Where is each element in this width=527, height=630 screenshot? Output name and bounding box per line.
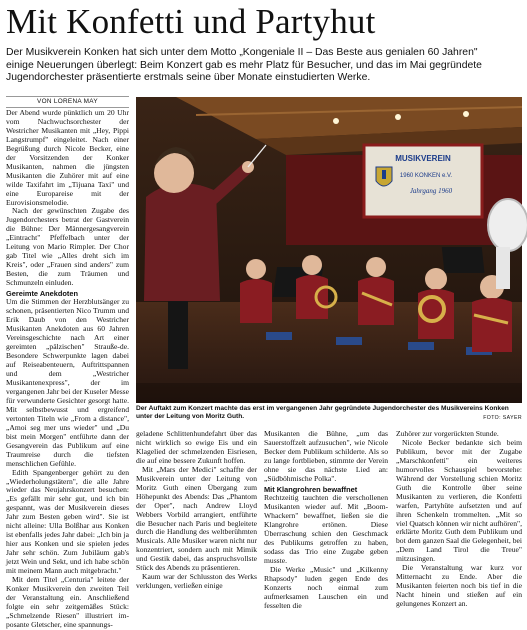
lead-line: einige Neuerungen überlegt: Beim Konzert gab es mehr Platz für Besucher, und das im Mai gegründete [6,59,482,71]
lead-paragraph [6,47,522,85]
crest-icon [376,167,392,186]
lead-line: Jugendorchester präsentierte erstmals seine über Monate einstudierten Werke. [6,72,371,84]
paragraph: Kaum war der Schlusston des Werks verklungen, verließen einige [136,572,257,591]
article-column-2 [136,430,257,595]
paragraph: Mit dem Titel „Centuria" leitete der Konker Musikverein den zweiten Teil der Veranstaltung ein. Anschließend folgte ein sehr zeitgemäßes Stück: „Schmelzende Riesen" illustriert im-posante Gletscher, eine spannungs- [6,575,129,629]
paragraph: Edith Spangenberger gehört zu den „Wiederholungstätern", die alle Jahre wieder das Neujahrskonzert besuchen: „Es gefällt mir sehr gut, und ich bin gespannt, was der Musikverein dieses Jahr zum Besten geben wird". Sie ist nicht alleine: Ulla Bolßhar aus Konken ist ebenfalls jedes Jahr dabei: „Ich bin ja hier aus Konken und sie spielen jedes Jahr sehr schön. Zum Jubiläum gab's jetzt Wein und Sekt, und ich habe schön mit meinem Mann auch mitgebracht." [6,467,129,576]
paragraph: Die Werke „Music" und „Kilkenny Rhapsody" luden gegen Ende des Konzerts noch einmal zum aufmerksamen Lauschen ein und fesselten die [264,564,388,610]
paragraph: Mit „Mars der Medici" schaffte der Musikverein unter der Leitung von Moritz Guth einen Übergang zum Höhepunkt des Abends: Das „Phantom der Oper", nach Andrew Lloyd Webbers Vorbild arrangiert, entführte die Besucher nach Paris und begleitete durch die Handlung des weltberühmten Musicals. Alle Musiker waren nicht nur konzentriert, sondern auch mit Mimik und Gestik dabei, das anspruchsvollste Stück des Abends zu präsentieren. [136,464,257,573]
paragraph: Der Abend wurde pünktlich um 20 Uhr vom Nachwuchsorchester der Westricher Musikanten mit „Hey, Pippi Langstrumpf" eingeleitet. Nach einer Begrüßung durch Nicole Becker, eine der Vorsitzenden der Konker Musikanten, nahmen die jüngsten Musikanten die Zuhörer mit auf eine wilde Taxifahrt im „Tijuana Taxi" und eine Europareise mit der Eurovisionsmelodie. [6,108,129,207]
banner-text: 1960 KONKEN e.V. [399,173,453,179]
article-column-3 [264,429,388,610]
paragraph: Musikanten die Bühne, „um das Sauerstoffzelt aufzusuchen", wie Nicole Becker dem Publikum schilderte. Als so zu lange fortblieben, stimmte der Verein ohne sie das nächste Lied an: „Südböhmische Polka". [264,429,388,483]
headline: Mit Konfetti und Partyhut [6,2,376,41]
paragraph: Die Veranstaltung war kurz vor Mitternacht zu Ende. Aber die Musikanten feierten noch bis tief in die Nacht hinein und stießen auf ein gelungenes Konzert an. [396,563,522,609]
subheading: Gereimte Anekdoten [6,289,79,299]
article-column-4 [396,429,522,609]
byline: VON LORENA MAY [6,96,129,108]
photo-caption [136,405,522,422]
paragraph: Um die Stimmen der Herzblutsänger zu schonen, präsentierten Nico Trumm und Erik Daub von den Westricher Musikanten Anekdoten aus 60 Jahren Vereinsgeschichte nach Art einer gereimten „pälzischen" Strauße-de. Besondere Schwerpunkte lagen dabei auf Reiseabenteuern, Auftrittspannen und dem „Westricher Musikantenexpress", der im vergangenen Jahr bei der Kuseler Messe für verwunderte Gesichter gesorgt hatte. Mit selbstbewusst und ergreifend vertonten Titeln wie „From a distance", „Amoi seg mer uns wieder" und „Du bist mein Morgen" entführte dann der Gesangverein das Publikum auf eine Traumreise durch die tiefsten menschlichen Gefühle. [6,297,129,468]
subheading: Mit Klangrohren bewaffnet [264,484,358,494]
paragraph: Rechtzeitig tauchten die verschollenen Musikanten wieder auf. Mit „Boom-Whackern" bewaffnet, ließen sie die Klangrohre ertönen. Diese Überraschung schien den Geschmack des Publikums getroffen zu haben, sodass das Trio eine Zugabe geben musste. [264,493,388,565]
article-column-1 [6,108,129,629]
paragraph: Nicole Becker bedankte sich beim Publikum, bevor mit der Zugabe „Marschkonfetti" ein weiteres humorvolles Schauspiel bevorstehe: Während der Vorstellung schien Moritz Guth die Kontrolle über seine Musikanten zu verlieren, die Konfetti warfen, Partyhüte aufsetzten und auf ihren Schenkeln trommelten. „Mit so viel Quatsch können wir nicht aufhören", erklärte Moritz Guth dem Publikum und bot dem ganzen Saal die Gelegenheit, bei „Dem Land Tirol die Treue" mitzusingen. [396,437,522,564]
paragraph: Zuhörer zur vorgerückten Stunde. [396,429,499,438]
banner-text: MUSIKVEREIN [395,154,451,163]
paragraph: Nach der gewünschten Zugabe des Jugendorchesters betrat der Gastverein die Bühne: Der Männergesangverein „Eintracht" Pfeffelbach unter der Leitung von Mario Rimpler. Der Chor gab Titel wie „Alles dreht sich im Kreis", oder „Frauen sind anders" zum Besten, die zum Träumen und Schmunzeln einluden. [6,206,129,288]
banner-text: Jahrgang 1960 [409,187,453,195]
photo-credit: FOTO: SAYER [483,415,522,421]
caption-text: Der Auftakt zum Konzert machte das erst im vergangenen Jahr gegründete Jugendorchester des Musikvereins Konken unter der Leitung von Moritz Guth. [136,405,509,420]
concert-photo [136,97,522,403]
paragraph: geladene Schlittenhundefahrt über das nicht wirklich so ewige Eis und ein Klagelied der schmelzenden Eisriesen, die auf eine bessere Zukunft hoffen. [136,429,257,465]
lead-line: Der Musikverein Konken hat sich unter dem Motto „Kongeniale II – Das Beste aus genialen 60 Jahren" [6,47,478,58]
